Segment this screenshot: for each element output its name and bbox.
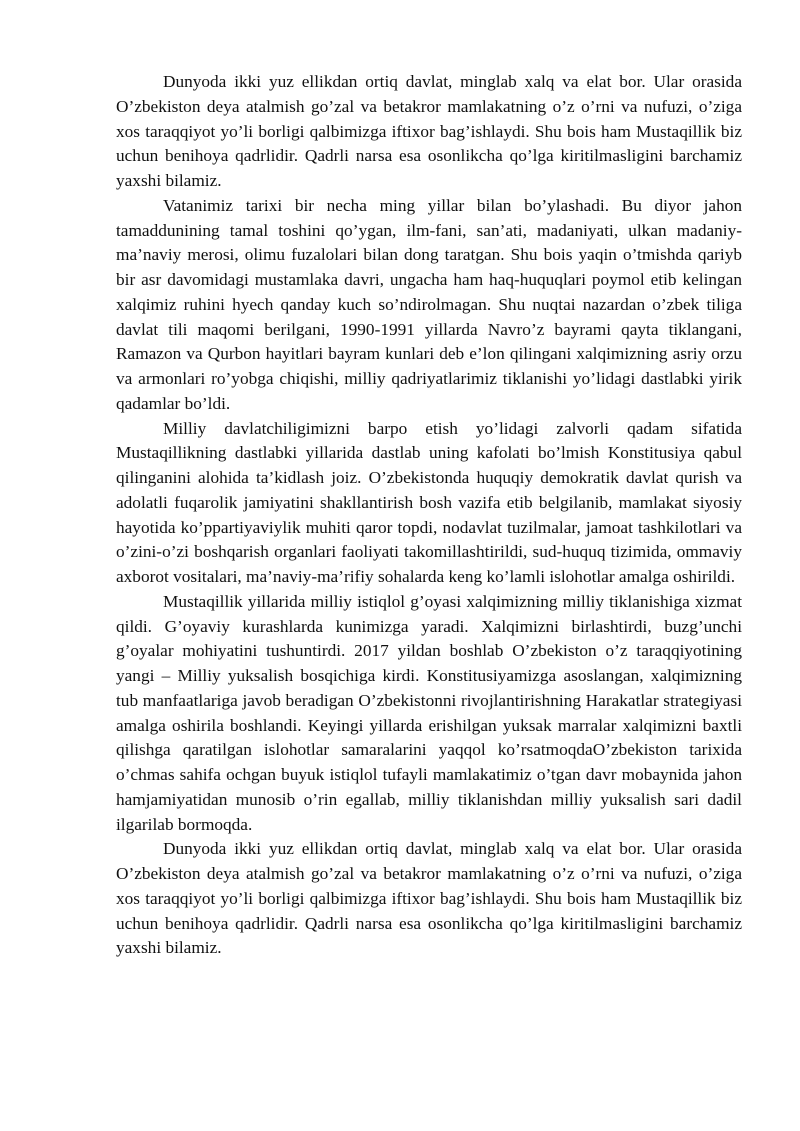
paragraph-2: Vatanimiz tarixi bir necha ming yillar bilan bo’ylashadi. Bu diyor jahon tamaddunining tamal toshini qo’ygan, ilm-fani, san’ati, madaniyati, ulkan madaniy-ma’naviy merosi, olimu fuzalolari bilan dong taratgan. Shu bois yaqin o’tmishda qariyb bir asr davomidagi mustamlaka davri, ungacha ham haq-huquqlari poymol etib kelingan xalqimiz ruhini hyech qanday kuch so’ndirolmagan. Shu nuqtai nazardan o’zbek tiliga davlat tili maqomi berilgani, 1990-1991 yillarda Navro’z bayrami qayta tiklangani, Ramazon va Qurbon hayitlari bayram kunlari deb e’lon qilingani xalqimizning asriy orzu va armonlari ro’yobga chiqishi, milliy qadriyatlarimiz tiklanishi yo’lidagi dastlabki yirik qadamlar bo’ldi. <box>116 195 742 413</box>
paragraph-3: Milliy davlatchiligimizni barpo etish yo’lidagi zalvorli qadam sifatida Mustaqillikning dastlabki yillarida dastlab uning kafolati bo’lmish Konstitusiya qabul qilinganini alohida ta’kidlash joiz. O’zbekistonda huquqiy demokratik davlat qurish va adolatli fuqarolik jamiyatini shakllantirish bosh vazifa etib belgilanib, mamlakat siyosiy hayotida ko’ppartiyaviylik muhiti qaror topdi, nodavlat tuzilmalar, jamoat tashkilotlari va o’zini-o’zi boshqarish organlari faoliyati takomillashtirildi, sud-huquq tizimida, ommaviy axborot vositalari, ma’naviy-ma’rifiy sohalarda keng ko’lamli islohotlar amalga oshirildi. <box>116 418 742 586</box>
document-body <box>116 70 742 961</box>
paragraph-1: Dunyoda ikki yuz ellikdan ortiq davlat, minglab xalq va elat bor. Ular orasida O’zbekiston deya atalmish go’zal va betakror mamlakatning o’z o’rni va nufuzi, o’ziga xos taraqqiyot yo’li borligi qalbimizga iftixor bag’ishlaydi. Shu bois ham Mustaqillik biz uchun benihoya qadrlidir. Qadrli narsa esa osonlikcha qo’lga kiritilmasligini barchamiz yaxshi bilamiz. <box>116 72 742 190</box>
paragraph-4: Mustaqillik yillarida milliy istiqlol g’oyasi xalqimizning milliy tiklanishiga xizmat qildi. G’oyaviy kurashlarda kunimizga yaradi. Xalqimizni birlashtirdi, buzg’unchi g’oyalar mohiyatini tushuntirdi. 2017 yildan boshlab O’zbekiston o’z taraqqiyotining yangi – Milliy yuksalish bosqichiga kirdi. Konstitusiyamizga asoslangan, xalqimizning tub manfaatlariga javob beradigan O’zbekistonni rivojlantirishning Harakatlar strategiyasi amalga oshirila boshlandi. Keyingi yillarda erishilgan yuksak marralar xalqimizni baxtli qilishga qaratilgan islohotlar samaralarini yaqqol ko’rsatmoqdaO’zbekiston tarixida o’chmas sahifa ochgan buyuk istiqlol tufayli mamlakatimiz o’tgan davr mobaynida jahon hamjamiyatidan munosib o’rin egallab, milliy tiklanishdan milliy yuksalish sari dadil ilgarilab bormoqda. <box>116 591 742 834</box>
paragraph-5: Dunyoda ikki yuz ellikdan ortiq davlat, minglab xalq va elat bor. Ular orasida O’zbekiston deya atalmish go’zal va betakror mamlakatning o’z o’rni va nufuzi, o’ziga xos taraqqiyot yo’li borligi qalbimizga iftixor bag’ishlaydi. Shu bois ham Mustaqillik biz uchun benihoya qadrlidir. Qadrli narsa esa osonlikcha qo’lga kiritilmasligini barchamiz yaxshi bilamiz. <box>116 839 742 958</box>
